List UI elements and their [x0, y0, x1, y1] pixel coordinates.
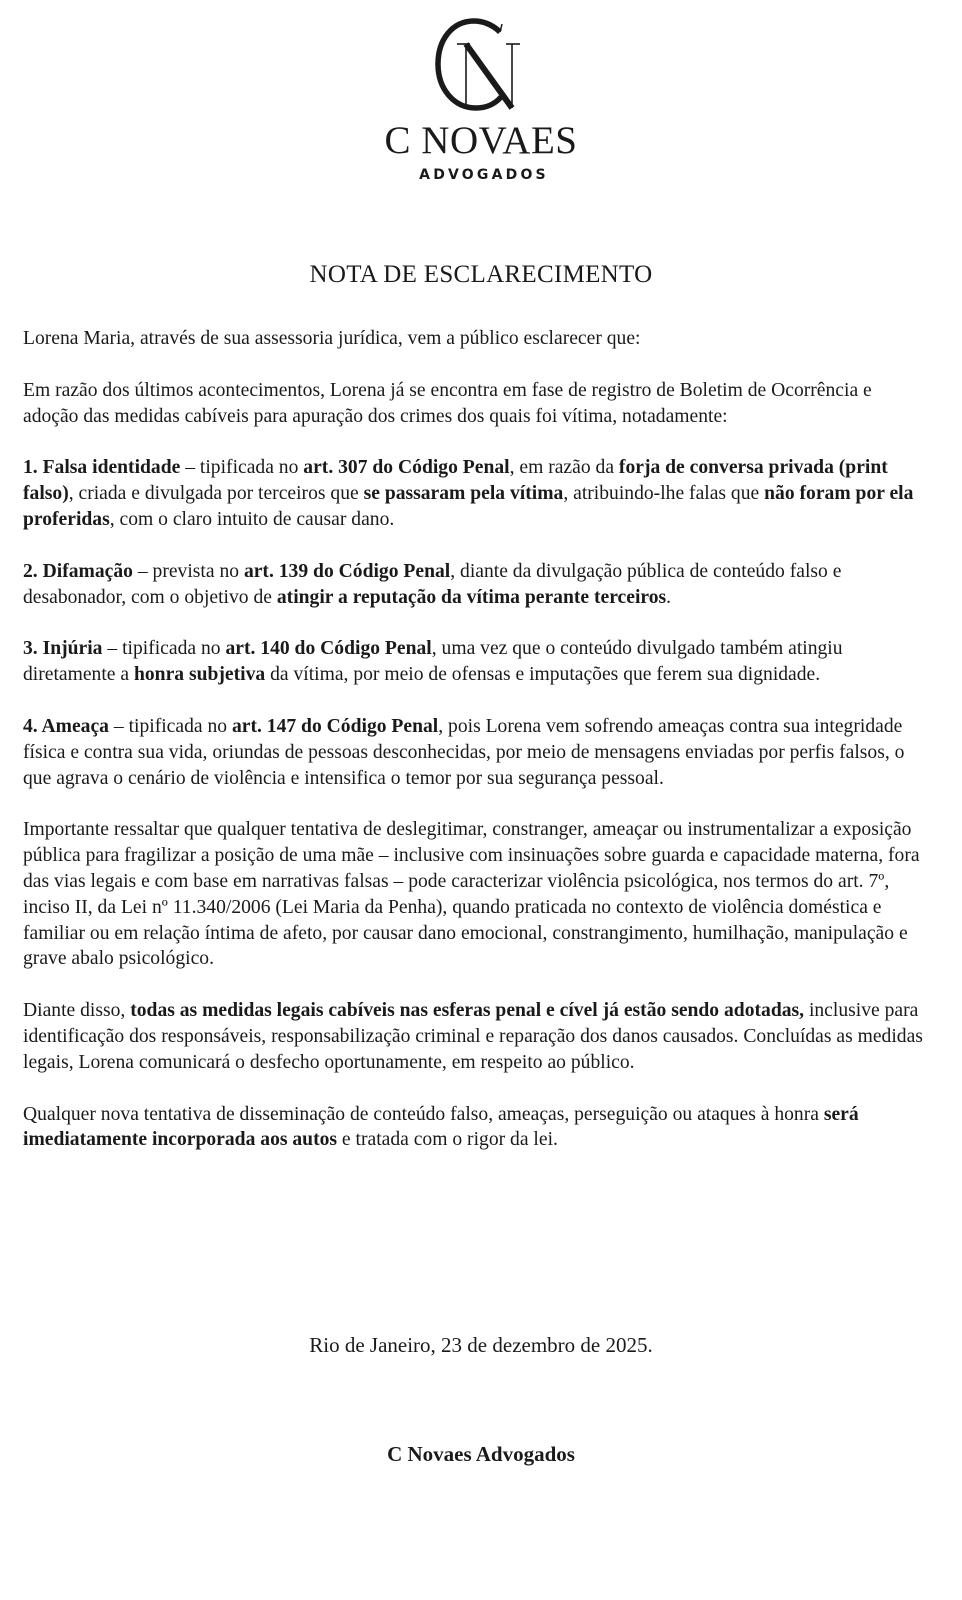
text-segment: da vítima, por meio de ofensas e imputações que ferem sua dignidade. — [265, 664, 821, 686]
bold-text-segment: honra subjetiva — [133, 664, 266, 686]
crime-item — [23, 455, 928, 532]
bold-text-segment: atingir a reputação da vítima perante terceiros — [276, 586, 667, 608]
bold-text-segment: art. 307 do Código Penal — [303, 457, 510, 479]
important-note-paragraph: Importante ressaltar que qualquer tentativa de deslegitimar, constranger, ameaçar ou instrumentalizar a exposição pública para fragilizar a posição de uma mãe – inclusive com insinuações sobre guarda e capacidade materna, fora das vias legais e com base em narrativas falsas – pode caracterizar violência psicológica, nos termos do art. 7º, inciso II, da Lei nº 11.340/2006 (Lei Maria da Penha), quando praticada no contexto de violência doméstica e familiar ou em relação íntima de afeto, por causar dano emocional, constrangimento, humilhação, manipulação e grave abalo psicológico. — [23, 819, 920, 970]
cn-monogram-icon — [426, 18, 536, 113]
crime-item — [23, 559, 928, 611]
text-segment: Diante disso, — [23, 1000, 131, 1022]
text-segment: inclusive para identificação dos responsáveis, responsabilização criminal e reparação dos danos causados. Concluídas as medidas legais, Lorena comunicará o desfecho oportunamente, em respeito ao público. — [23, 1000, 923, 1073]
bold-text-segment: art. 140 do Código Penal — [225, 638, 432, 660]
text-segment: , pois Lorena vem sofrendo ameaças contra sua integridade física e contra sua vida, oriundas de pessoas desconhecidas, por meio de mensagens enviadas por perfis falsos, o que agrava o cenário de violência e intensifica o temor por sua segurança pessoal. — [23, 715, 905, 789]
bold-text-segment: 2. Difamação — [23, 560, 133, 582]
firm-subtitle: ADVOGADOS — [419, 167, 549, 183]
bold-text-segment: se passaram pela vítima — [363, 483, 564, 505]
signature: C Novaes Advogados — [387, 1442, 575, 1466]
bold-text-segment: será imediatamente incorporada aos autos — [23, 1103, 859, 1151]
intro-paragraph: Lorena Maria, através de sua assessoria jurídica, vem a público esclarecer que: — [23, 328, 641, 349]
measures-paragraph — [23, 998, 928, 1075]
text-segment: . — [666, 586, 672, 608]
text-segment: , uma vez que o conteúdo divulgado também atingiu diretamente a — [23, 638, 843, 686]
document-body — [23, 326, 928, 1179]
text-segment: , criada e divulgada por terceiros que — [68, 483, 364, 505]
crime-item — [23, 636, 928, 688]
text-segment: – tipificada no — [108, 715, 232, 737]
bold-text-segment: todas as medidas legais cabíveis nas esferas penal e cível já estão sendo adotadas, — [130, 1000, 805, 1022]
bold-text-segment: forja de conversa privada (print falso) — [23, 457, 888, 505]
text-segment: , com o claro intuito de causar dano. — [109, 508, 395, 530]
firm-name: C NOVAES — [384, 119, 578, 162]
document-title: NOTA DE ESCLARECIMENTO — [309, 261, 653, 288]
crime-item — [23, 714, 928, 791]
text-segment: , atribuindo-lhe falas que — [563, 483, 765, 505]
warning-paragraph — [23, 1102, 928, 1154]
place-and-date: Rio de Janeiro, 23 de dezembro de 2025. — [309, 1333, 653, 1357]
context-paragraph: Em razão dos últimos acontecimentos, Lorena já se encontra em fase de registro de Boletim de Ocorrência e adoção das medidas cabíveis para apuração dos crimes dos quais foi vítima, notadamente: — [23, 379, 872, 427]
bold-text-segment: 3. Injúria — [23, 638, 103, 660]
bold-text-segment: 4. Ameaça — [23, 715, 109, 737]
text-segment: – tipificada no — [180, 457, 304, 479]
text-segment: Qualquer nova tentativa de disseminação de conteúdo falso, ameaças, perseguição ou ataques à honra — [23, 1103, 824, 1125]
text-segment: – tipificada no — [102, 638, 226, 660]
text-segment: , diante da divulgação pública de conteúdo falso e desabonador, com o objetivo de — [23, 560, 842, 608]
bold-text-segment: art. 147 do Código Penal — [231, 715, 439, 737]
bold-text-segment: não foram por ela proferidas — [23, 483, 914, 530]
bold-text-segment: 1. Falsa identidade — [23, 457, 181, 479]
text-segment: , em razão da — [509, 457, 619, 479]
letterhead-logo — [0, 18, 962, 183]
text-segment: e tratada com o rigor da lei. — [337, 1129, 558, 1151]
bold-text-segment: art. 139 do Código Penal — [243, 560, 451, 582]
text-segment: – prevista no — [132, 560, 244, 582]
